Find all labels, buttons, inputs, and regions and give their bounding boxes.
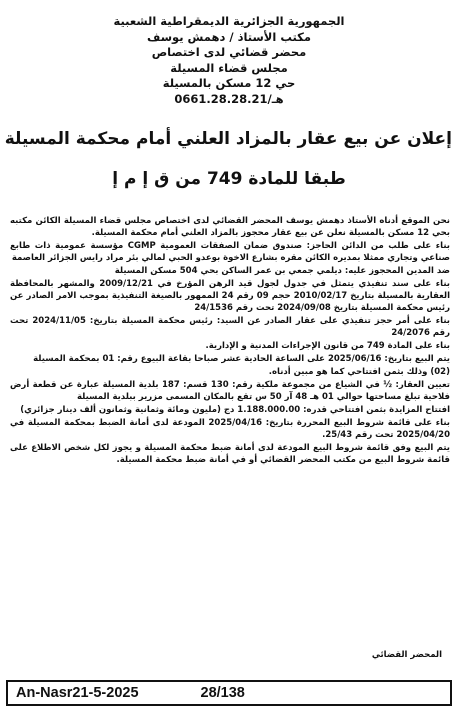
body-paragraph: تعيين العقار: ½ في الشياع من مجموعة ملكية رقم: 130 قسم: 187 بلدية المسيلة عبارة عن قطعة أرض فلاحية تبلغ مساحتها حوالي 01 هـ 48 آر 50 س تقع بالمكان المسمى مزرير ببلدية المسيلة [10,380,450,402]
body-paragraph: بناء على سند تنفيذي يتمثل في جدول لجول قيد الرهن المؤرخ في 2009/12/21 والمشهر بالمحافظة العقارية بالمسيلة بتاريخ 2010/02/17 حجم 09 رقم 24 الممهور بالصيغة التنفيذية بموجب الامر الصادر عن رئيس محكمة المسيلة بتاريخ 2024/09/08 تحت رقم 24/1536 [10,279,450,313]
body-paragraph: بناء على طلب من الدائن الحاجز: صندوق ضمان الصفقات العمومية CGMP مؤسسة عمومية ذات طابع صناعي وتجاري ممثلا بمديره الكائن مقره بشارع الاخوة بوعدو الحبي لمالي بئر مراد رايس الجزائر العاصمة [10,241,451,263]
body-paragraph: (02) وذلك بثمن افتتاحي كما هو مبين أدناه. [268,367,450,377]
publication-reference: An-Nasr21-5-2025 [16,685,139,701]
body-paragraph: يتم البيع وفق قائمة شروط البيع المودعة لدى أمانة ضبط محكمة المسيلة و يجوز لكل شخص الاطلاع على قائمة شروط البيع من مكتب المحضر القضائي أو في أمانة ضبط محكمة المسيلة. [10,443,450,465]
issuer-header [79,14,379,107]
body-paragraph: بناء على أمر حجز تنفيذي على عقار الصادر عن السيد: رئيس محكمة المسيلة بتاريخ: 2024/11/05 تحت رقم 24/2076 [10,316,450,338]
header-line: حي 12 مسكن بالمسيلة [162,76,296,90]
body-paragraph: يتم البيع بتاريخ: 2025/06/16 على الساعة الحادية عشر صباحا بقاعة البيوع رقم: 01 بمحكمة المسيلة [33,354,450,364]
header-line: محضر قضائي لدى اختصاص [151,45,307,59]
bailiff-signature: المحضر القضائي [371,650,442,660]
announcement-subtitle: طبقا للمادة 749 من ق إ م إ [112,169,346,189]
publication-footer [6,680,452,706]
body-paragraph: افتتاح المزايدة بثمن افتتاحي قدره: 1.188.000.00 دج (مليون ومائة وثمانية وثمانون ألف دينار جزائري) [20,405,450,415]
announcement-body [6,215,452,466]
announcement-number: 28/138 [200,685,245,701]
body-paragraph: نحن الموقع أدناه الأستاذ دهمش يوسف المحضر القضائي لدى اختصاص مجلس قضاء المسيلة الكائن مكتبه بحي 12 مسكن بالمسيلة نعلن عن بيع عقار محجوز بالمزاد العلني أمام محكمة المسيلة. [10,216,450,238]
header-line: الجمهورية الجزائرية الديمقراطية الشعبية [113,14,345,28]
body-paragraph: ضد المدين المحجوز عليه: ديلمي جمعي بن عمر الساكن بحي 504 مسكن المسيلة [114,266,450,276]
header-line: مكتب الأستاذ / دهمش يوسف [147,29,311,44]
header-line: هـ/0661.28.28.21 [174,91,284,106]
body-paragraph: بناء على المادة 749 من قانون الإجراءات المدنية و الإدارية. [205,341,450,351]
announcement-page [6,14,452,706]
announcement-title: إعلان عن بيع عقار بالمزاد العلني أمام محكمة المسيلة [4,129,452,149]
header-line: مجلس قضاء المسيلة [170,60,288,75]
body-paragraph: بناء على قائمة شروط البيع المحررة بتاريخ: 2025/04/16 المودعة لدى أمانة الضبط بمحكمة المسيلة في 2025/04/20 تحت رقم 25/43. [10,418,450,440]
